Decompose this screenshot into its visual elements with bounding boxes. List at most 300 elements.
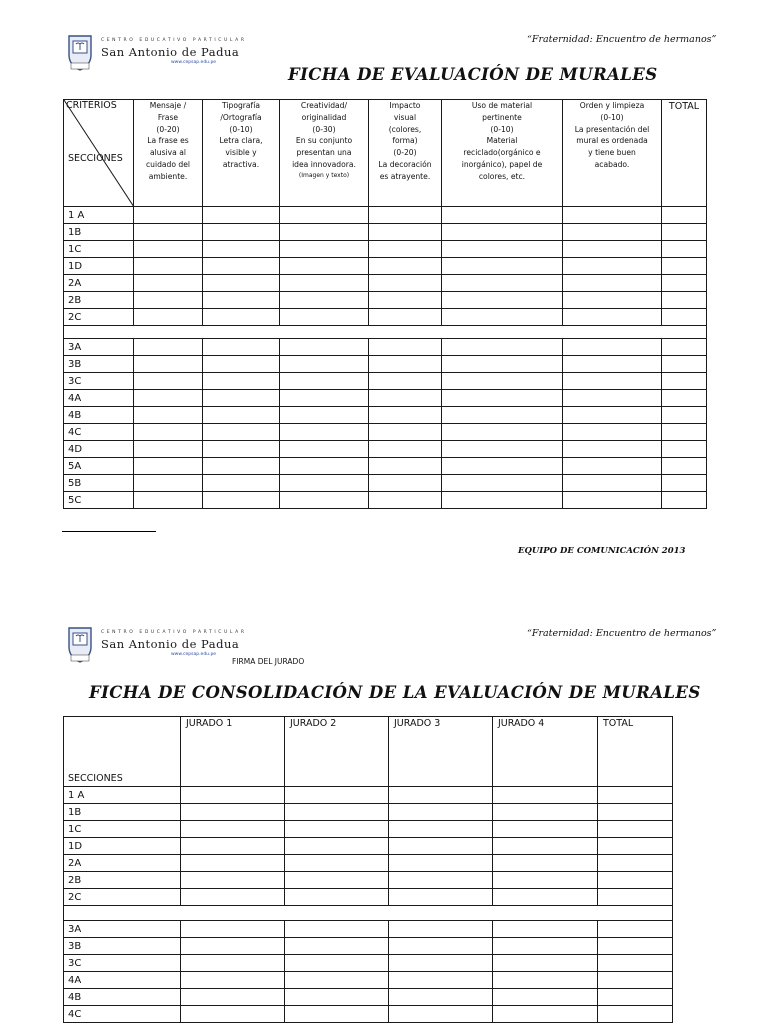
criterion-line: (0-20)	[393, 148, 417, 158]
score-cell[interactable]	[563, 356, 662, 373]
score-cell[interactable]	[662, 292, 707, 309]
table-row	[64, 821, 673, 838]
score-cell[interactable]	[369, 373, 442, 390]
score-cell[interactable]	[285, 938, 389, 955]
score-cell[interactable]	[203, 373, 280, 390]
section-label: 1D	[64, 838, 181, 855]
jury-header: JURADO 2	[285, 717, 389, 787]
score-cell[interactable]	[280, 275, 369, 292]
score-cell[interactable]	[134, 207, 203, 224]
table-row	[64, 872, 673, 889]
score-cell[interactable]	[280, 309, 369, 326]
score-cell[interactable]	[442, 424, 563, 441]
score-cell[interactable]	[598, 872, 673, 889]
motto: “Fraternidad: Encuentro de hermanos”	[527, 34, 717, 45]
score-cell[interactable]	[203, 475, 280, 492]
score-cell[interactable]	[662, 458, 707, 475]
evaluation-table	[63, 99, 707, 509]
score-cell[interactable]	[598, 921, 673, 938]
table-row	[64, 241, 707, 258]
score-cell[interactable]	[493, 889, 598, 906]
score-cell[interactable]	[181, 838, 285, 855]
score-cell[interactable]	[369, 424, 442, 441]
section-label: 1B	[64, 804, 181, 821]
section-label: 3C	[64, 373, 134, 390]
score-cell[interactable]	[134, 407, 203, 424]
score-cell[interactable]	[598, 838, 673, 855]
school-name: San Antonio de Padua	[101, 45, 240, 59]
section-label: 2C	[64, 309, 134, 326]
score-cell[interactable]	[442, 441, 563, 458]
score-cell[interactable]	[181, 804, 285, 821]
section-label: 5C	[64, 492, 134, 509]
score-cell[interactable]	[280, 424, 369, 441]
score-cell[interactable]	[280, 390, 369, 407]
criterion-line: ambiente.	[148, 171, 188, 181]
criterion-line: visual	[393, 112, 417, 122]
score-cell[interactable]	[493, 972, 598, 989]
score-cell[interactable]	[389, 872, 493, 889]
score-cell[interactable]	[280, 373, 369, 390]
score-cell[interactable]	[134, 356, 203, 373]
jury-signature-label: FIRMA DEL JURADO	[232, 657, 305, 666]
criterion-line: originalidad	[301, 112, 347, 122]
score-cell[interactable]	[662, 275, 707, 292]
sections-group-a	[64, 787, 673, 906]
score-cell[interactable]	[563, 458, 662, 475]
score-cell[interactable]	[442, 241, 563, 258]
score-cell[interactable]	[389, 972, 493, 989]
criterion-line: Mensaje /	[149, 101, 187, 110]
criterion-line: La presentación del	[574, 124, 650, 134]
score-cell[interactable]	[181, 921, 285, 938]
score-cell[interactable]	[442, 458, 563, 475]
score-cell[interactable]	[285, 889, 389, 906]
score-cell[interactable]	[369, 339, 442, 356]
score-cell[interactable]	[598, 787, 673, 804]
score-cell[interactable]	[563, 207, 662, 224]
criterion-line: reciclado(orgánico e	[463, 148, 541, 158]
score-cell[interactable]	[134, 241, 203, 258]
table-row	[64, 224, 707, 241]
score-cell[interactable]	[369, 492, 442, 509]
criterion-header	[442, 100, 563, 207]
sections-label: SECCIONES	[68, 773, 123, 784]
section-label: 4A	[64, 972, 181, 989]
score-cell[interactable]	[442, 339, 563, 356]
criterion-note: (Imagen y texto)	[298, 171, 350, 179]
score-cell[interactable]	[493, 787, 598, 804]
criterion-line: (0-10)	[229, 124, 253, 134]
score-cell[interactable]	[598, 855, 673, 872]
score-cell[interactable]	[134, 224, 203, 241]
table-row	[64, 339, 707, 356]
score-cell[interactable]	[442, 407, 563, 424]
score-cell[interactable]	[662, 475, 707, 492]
signature-line	[62, 531, 156, 532]
score-cell[interactable]	[280, 407, 369, 424]
sections-group-b	[64, 339, 707, 509]
score-cell[interactable]	[662, 373, 707, 390]
score-cell[interactable]	[285, 872, 389, 889]
table-row	[64, 938, 673, 955]
score-cell[interactable]	[662, 441, 707, 458]
section-label: 4C	[64, 424, 134, 441]
score-cell[interactable]	[493, 921, 598, 938]
score-cell[interactable]	[598, 821, 673, 838]
score-cell[interactable]	[203, 492, 280, 509]
school-name: San Antonio de Padua	[101, 637, 240, 651]
table-row	[64, 258, 707, 275]
score-cell[interactable]	[563, 390, 662, 407]
score-cell[interactable]	[280, 356, 369, 373]
score-cell[interactable]	[181, 787, 285, 804]
score-cell[interactable]	[662, 207, 707, 224]
score-cell[interactable]	[203, 339, 280, 356]
score-cell[interactable]	[280, 339, 369, 356]
school-logo	[65, 625, 247, 669]
score-cell[interactable]	[369, 441, 442, 458]
score-cell[interactable]	[563, 275, 662, 292]
score-cell[interactable]	[662, 492, 707, 509]
score-cell[interactable]	[442, 258, 563, 275]
score-cell[interactable]	[134, 373, 203, 390]
score-cell[interactable]	[285, 989, 389, 1006]
score-cell[interactable]	[285, 855, 389, 872]
table-row	[64, 458, 707, 475]
score-cell[interactable]	[280, 492, 369, 509]
score-cell[interactable]	[280, 207, 369, 224]
score-cell[interactable]	[493, 955, 598, 972]
section-label: 3A	[64, 339, 134, 356]
score-cell[interactable]	[369, 390, 442, 407]
score-cell[interactable]	[389, 989, 493, 1006]
section-label: 1C	[64, 241, 134, 258]
score-cell[interactable]	[389, 855, 493, 872]
school-top-line: CENTRO EDUCATIVO PARTICULAR	[101, 38, 247, 43]
score-cell[interactable]	[662, 356, 707, 373]
score-cell[interactable]	[369, 224, 442, 241]
criterion-header	[203, 100, 280, 207]
table-row	[64, 424, 707, 441]
sections-label: SECCIONES	[68, 153, 123, 164]
school-url: www.cepsap.edu.pe	[171, 652, 217, 657]
section-label: 4C	[64, 1006, 181, 1023]
score-cell[interactable]	[134, 424, 203, 441]
score-cell[interactable]	[389, 804, 493, 821]
score-cell[interactable]	[389, 938, 493, 955]
section-label: 4A	[64, 390, 134, 407]
score-cell[interactable]	[280, 441, 369, 458]
score-cell[interactable]	[369, 258, 442, 275]
score-cell[interactable]	[203, 207, 280, 224]
score-cell[interactable]	[134, 475, 203, 492]
score-cell[interactable]	[563, 424, 662, 441]
total-label: TOTAL	[668, 101, 700, 112]
score-cell[interactable]	[662, 407, 707, 424]
score-cell[interactable]	[369, 309, 442, 326]
section-label: 1D	[64, 258, 134, 275]
score-cell[interactable]	[369, 275, 442, 292]
score-cell[interactable]	[598, 972, 673, 989]
score-cell[interactable]	[662, 339, 707, 356]
criterion-header	[563, 100, 662, 207]
score-cell[interactable]	[563, 339, 662, 356]
score-cell[interactable]	[442, 292, 563, 309]
score-cell[interactable]	[181, 872, 285, 889]
score-cell[interactable]	[563, 475, 662, 492]
score-cell[interactable]	[369, 292, 442, 309]
score-cell[interactable]	[134, 458, 203, 475]
score-cell[interactable]	[285, 804, 389, 821]
section-label: 3A	[64, 921, 181, 938]
score-cell[interactable]	[280, 292, 369, 309]
criterion-line: inorgánico), papel de	[461, 159, 543, 169]
school-seal-icon	[65, 33, 95, 73]
section-label: 1B	[64, 224, 134, 241]
score-cell[interactable]	[389, 1006, 493, 1023]
score-cell[interactable]	[442, 309, 563, 326]
score-cell[interactable]	[662, 241, 707, 258]
criterion-line: La frase es	[147, 136, 189, 146]
score-cell[interactable]	[181, 955, 285, 972]
sections-group-b	[64, 921, 673, 1023]
score-cell[interactable]	[285, 821, 389, 838]
footer-team: EQUIPO DE COMUNICACIÓN 2013	[518, 546, 686, 556]
score-cell[interactable]	[181, 972, 285, 989]
score-cell[interactable]	[442, 224, 563, 241]
table-row	[64, 292, 707, 309]
score-cell[interactable]	[662, 390, 707, 407]
score-cell[interactable]	[493, 804, 598, 821]
score-cell[interactable]	[203, 241, 280, 258]
score-cell[interactable]	[369, 207, 442, 224]
score-cell[interactable]	[389, 955, 493, 972]
criterion-line: acabado.	[594, 159, 630, 169]
score-cell[interactable]	[181, 821, 285, 838]
score-cell[interactable]	[285, 921, 389, 938]
criterion-line: Orden y limpieza	[579, 101, 645, 110]
score-cell[interactable]	[563, 258, 662, 275]
score-cell[interactable]	[563, 309, 662, 326]
total-header: TOTAL	[598, 717, 673, 787]
score-cell[interactable]	[389, 921, 493, 938]
criterion-line: Uso de material	[471, 101, 533, 110]
section-label: 4B	[64, 407, 134, 424]
criterion-line: Material	[486, 136, 518, 146]
table-row	[64, 207, 707, 224]
consolidation-table	[63, 716, 673, 1023]
criterion-line: Tipografía	[221, 101, 260, 110]
score-cell[interactable]	[442, 475, 563, 492]
jury-header: JURADO 4	[493, 717, 598, 787]
motto: “Fraternidad: Encuentro de hermanos”	[527, 628, 717, 639]
criterion-line: presentan una	[296, 148, 352, 158]
score-cell[interactable]	[563, 224, 662, 241]
criterion-line: colores, etc.	[478, 171, 526, 181]
score-cell[interactable]	[285, 838, 389, 855]
table-row	[64, 955, 673, 972]
score-cell[interactable]	[563, 441, 662, 458]
score-cell[interactable]	[493, 838, 598, 855]
table-row	[64, 787, 673, 804]
criterion-line: idea innovadora.	[292, 159, 356, 169]
score-cell[interactable]	[203, 258, 280, 275]
section-label: 2A	[64, 855, 181, 872]
page-title: FICHA DE CONSOLIDACIÓN DE LA EVALUACIÓN DE MURALES	[89, 683, 701, 702]
criterion-line: (0-10)	[490, 124, 514, 134]
score-cell[interactable]	[598, 938, 673, 955]
score-cell[interactable]	[493, 872, 598, 889]
score-cell[interactable]	[134, 275, 203, 292]
jury-header: JURADO 3	[389, 717, 493, 787]
criterion-header	[134, 100, 203, 207]
criterion-line: En su conjunto	[295, 136, 353, 146]
score-cell[interactable]	[203, 458, 280, 475]
table-row	[64, 407, 707, 424]
separator-row	[64, 906, 673, 921]
section-label: 2B	[64, 872, 181, 889]
score-cell[interactable]	[369, 475, 442, 492]
score-cell[interactable]	[389, 787, 493, 804]
score-cell[interactable]	[369, 458, 442, 475]
criterion-line: (colores,	[388, 124, 422, 134]
score-cell[interactable]	[280, 475, 369, 492]
criterion-line: pertinente	[482, 112, 522, 122]
score-cell[interactable]	[203, 224, 280, 241]
score-cell[interactable]	[285, 1006, 389, 1023]
criterion-line: Frase	[157, 112, 179, 122]
criterion-line: Letra clara,	[219, 136, 263, 146]
criteria-label: CRITERIOS	[66, 100, 117, 111]
page-title: FICHA DE EVALUACIÓN DE MURALES	[288, 65, 658, 84]
score-cell[interactable]	[442, 356, 563, 373]
score-cell[interactable]	[203, 390, 280, 407]
score-cell[interactable]	[442, 492, 563, 509]
section-label: 5B	[64, 475, 134, 492]
score-cell[interactable]	[280, 458, 369, 475]
table-row	[64, 855, 673, 872]
score-cell[interactable]	[598, 889, 673, 906]
score-cell[interactable]	[369, 356, 442, 373]
score-cell[interactable]	[181, 938, 285, 955]
score-cell[interactable]	[203, 424, 280, 441]
score-cell[interactable]	[181, 889, 285, 906]
table-row	[64, 838, 673, 855]
score-cell[interactable]	[203, 441, 280, 458]
score-cell[interactable]	[134, 390, 203, 407]
section-label: 4B	[64, 989, 181, 1006]
score-cell[interactable]	[280, 241, 369, 258]
score-cell[interactable]	[203, 407, 280, 424]
score-cell[interactable]	[203, 275, 280, 292]
jury-header: JURADO 1	[181, 717, 285, 787]
score-cell[interactable]	[134, 309, 203, 326]
score-cell[interactable]	[134, 292, 203, 309]
score-cell[interactable]	[203, 356, 280, 373]
score-cell[interactable]	[181, 855, 285, 872]
score-cell[interactable]	[598, 989, 673, 1006]
table-row	[64, 356, 707, 373]
score-cell[interactable]	[493, 1006, 598, 1023]
table-row	[64, 309, 707, 326]
criterion-line: y tiene buen	[588, 148, 636, 158]
total-header	[662, 100, 707, 207]
score-cell[interactable]	[285, 787, 389, 804]
score-cell[interactable]	[662, 224, 707, 241]
school-seal-icon	[65, 625, 95, 665]
score-cell[interactable]	[598, 1006, 673, 1023]
score-cell[interactable]	[134, 339, 203, 356]
score-cell[interactable]	[563, 492, 662, 509]
criterion-header	[369, 100, 442, 207]
score-cell[interactable]	[563, 292, 662, 309]
score-cell[interactable]	[134, 441, 203, 458]
section-label: 4D	[64, 441, 134, 458]
score-cell[interactable]	[493, 989, 598, 1006]
score-cell[interactable]	[662, 258, 707, 275]
score-cell[interactable]	[662, 309, 707, 326]
section-label: 5A	[64, 458, 134, 475]
score-cell[interactable]	[563, 373, 662, 390]
score-cell[interactable]	[442, 390, 563, 407]
score-cell[interactable]	[369, 407, 442, 424]
score-cell[interactable]	[280, 224, 369, 241]
score-cell[interactable]	[369, 241, 442, 258]
score-cell[interactable]	[203, 309, 280, 326]
score-cell[interactable]	[280, 258, 369, 275]
score-cell[interactable]	[134, 258, 203, 275]
score-cell[interactable]	[442, 373, 563, 390]
score-cell[interactable]	[493, 821, 598, 838]
section-label: 3B	[64, 938, 181, 955]
score-cell[interactable]	[181, 989, 285, 1006]
section-label: 1 A	[64, 207, 134, 224]
score-cell[interactable]	[598, 804, 673, 821]
section-label: 2A	[64, 275, 134, 292]
score-cell[interactable]	[493, 855, 598, 872]
criteria-sections-header	[64, 100, 134, 207]
score-cell[interactable]	[442, 275, 563, 292]
school-logo	[65, 33, 247, 77]
score-cell[interactable]	[598, 955, 673, 972]
section-label: 3C	[64, 955, 181, 972]
score-cell[interactable]	[389, 838, 493, 855]
score-cell[interactable]	[389, 821, 493, 838]
section-label: 2C	[64, 889, 181, 906]
score-cell[interactable]	[134, 492, 203, 509]
school-top-line: CENTRO EDUCATIVO PARTICULAR	[101, 630, 247, 635]
criterion-line: alusiva al	[150, 148, 186, 158]
criterion-line: visible y	[225, 148, 257, 158]
table-row	[64, 275, 707, 292]
score-cell[interactable]	[493, 938, 598, 955]
criterion-line: (0-10)	[600, 112, 624, 122]
school-url: www.cepsap.edu.pe	[171, 60, 217, 65]
score-cell[interactable]	[285, 955, 389, 972]
separator-row	[64, 326, 707, 339]
score-cell[interactable]	[285, 972, 389, 989]
score-cell[interactable]	[181, 1006, 285, 1023]
table-row	[64, 492, 707, 509]
score-cell[interactable]	[442, 207, 563, 224]
score-cell[interactable]	[662, 424, 707, 441]
score-cell[interactable]	[563, 241, 662, 258]
table-row	[64, 921, 673, 938]
score-cell[interactable]	[563, 407, 662, 424]
score-cell[interactable]	[389, 889, 493, 906]
score-cell[interactable]	[203, 292, 280, 309]
